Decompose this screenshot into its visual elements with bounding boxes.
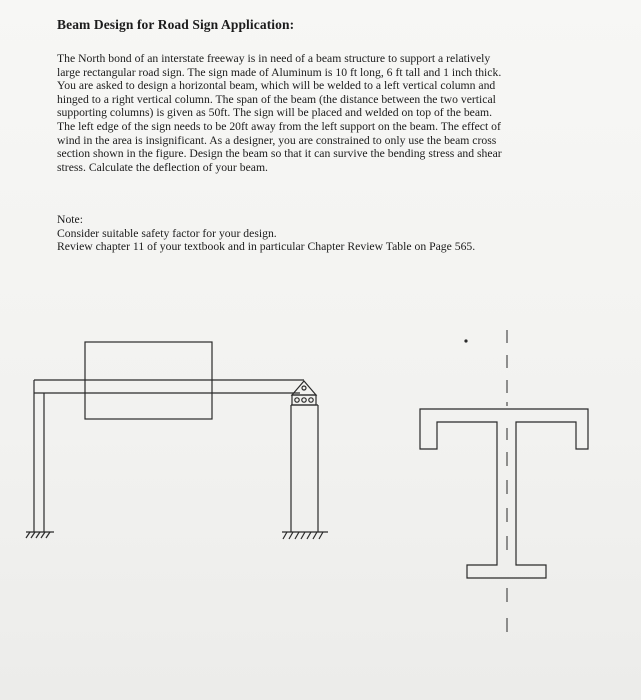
- left-column: [34, 393, 44, 532]
- right-column: [291, 405, 318, 532]
- document-title: Beam Design for Road Sign Application:: [57, 17, 295, 32]
- stray-dot: [465, 340, 467, 342]
- paragraph-line: large rectangular road sign. The sign made of Aluminum is 10 ft long, 6 ft tall and 1 inch thick.: [57, 65, 502, 79]
- paragraph-line: stress. Calculate the deflection of your beam.: [57, 160, 268, 174]
- paragraph-line: You are asked to design a horizontal beam, which will be welded to a left vertical column and: [57, 79, 496, 93]
- note-line: Consider suitable safety factor for your design.: [57, 226, 277, 240]
- paragraph-line: hinged to a right vertical column. The span of the beam (the distance between the two vertical: [57, 92, 496, 106]
- left-ground: [26, 532, 54, 538]
- paragraph-line: supporting columns) is given as 50ft. The sign will be placed and welded on top of the beam.: [57, 106, 493, 120]
- paragraph-line: wind in the area is insignificant. As a designer, you are constrained to only use the beam cross: [57, 133, 497, 147]
- right-ground: [282, 532, 328, 539]
- note-line: Review chapter 11 of your textbook and in particular Chapter Review Table on Page 565.: [57, 240, 476, 254]
- note-heading: Note:: [57, 213, 83, 226]
- paragraph-line: The North bond of an interstate freeway is in need of a beam structure to support a relatively: [57, 52, 491, 65]
- horizontal-beam: [34, 380, 304, 393]
- paragraph-line: section shown in the figure. Design the beam so that it can survive the bending stress and shear: [57, 147, 502, 161]
- beam-cross-section: [420, 330, 588, 632]
- paragraph-line: The left edge of the sign needs to be 20ft away from the left support on the beam. The effect of: [57, 119, 501, 133]
